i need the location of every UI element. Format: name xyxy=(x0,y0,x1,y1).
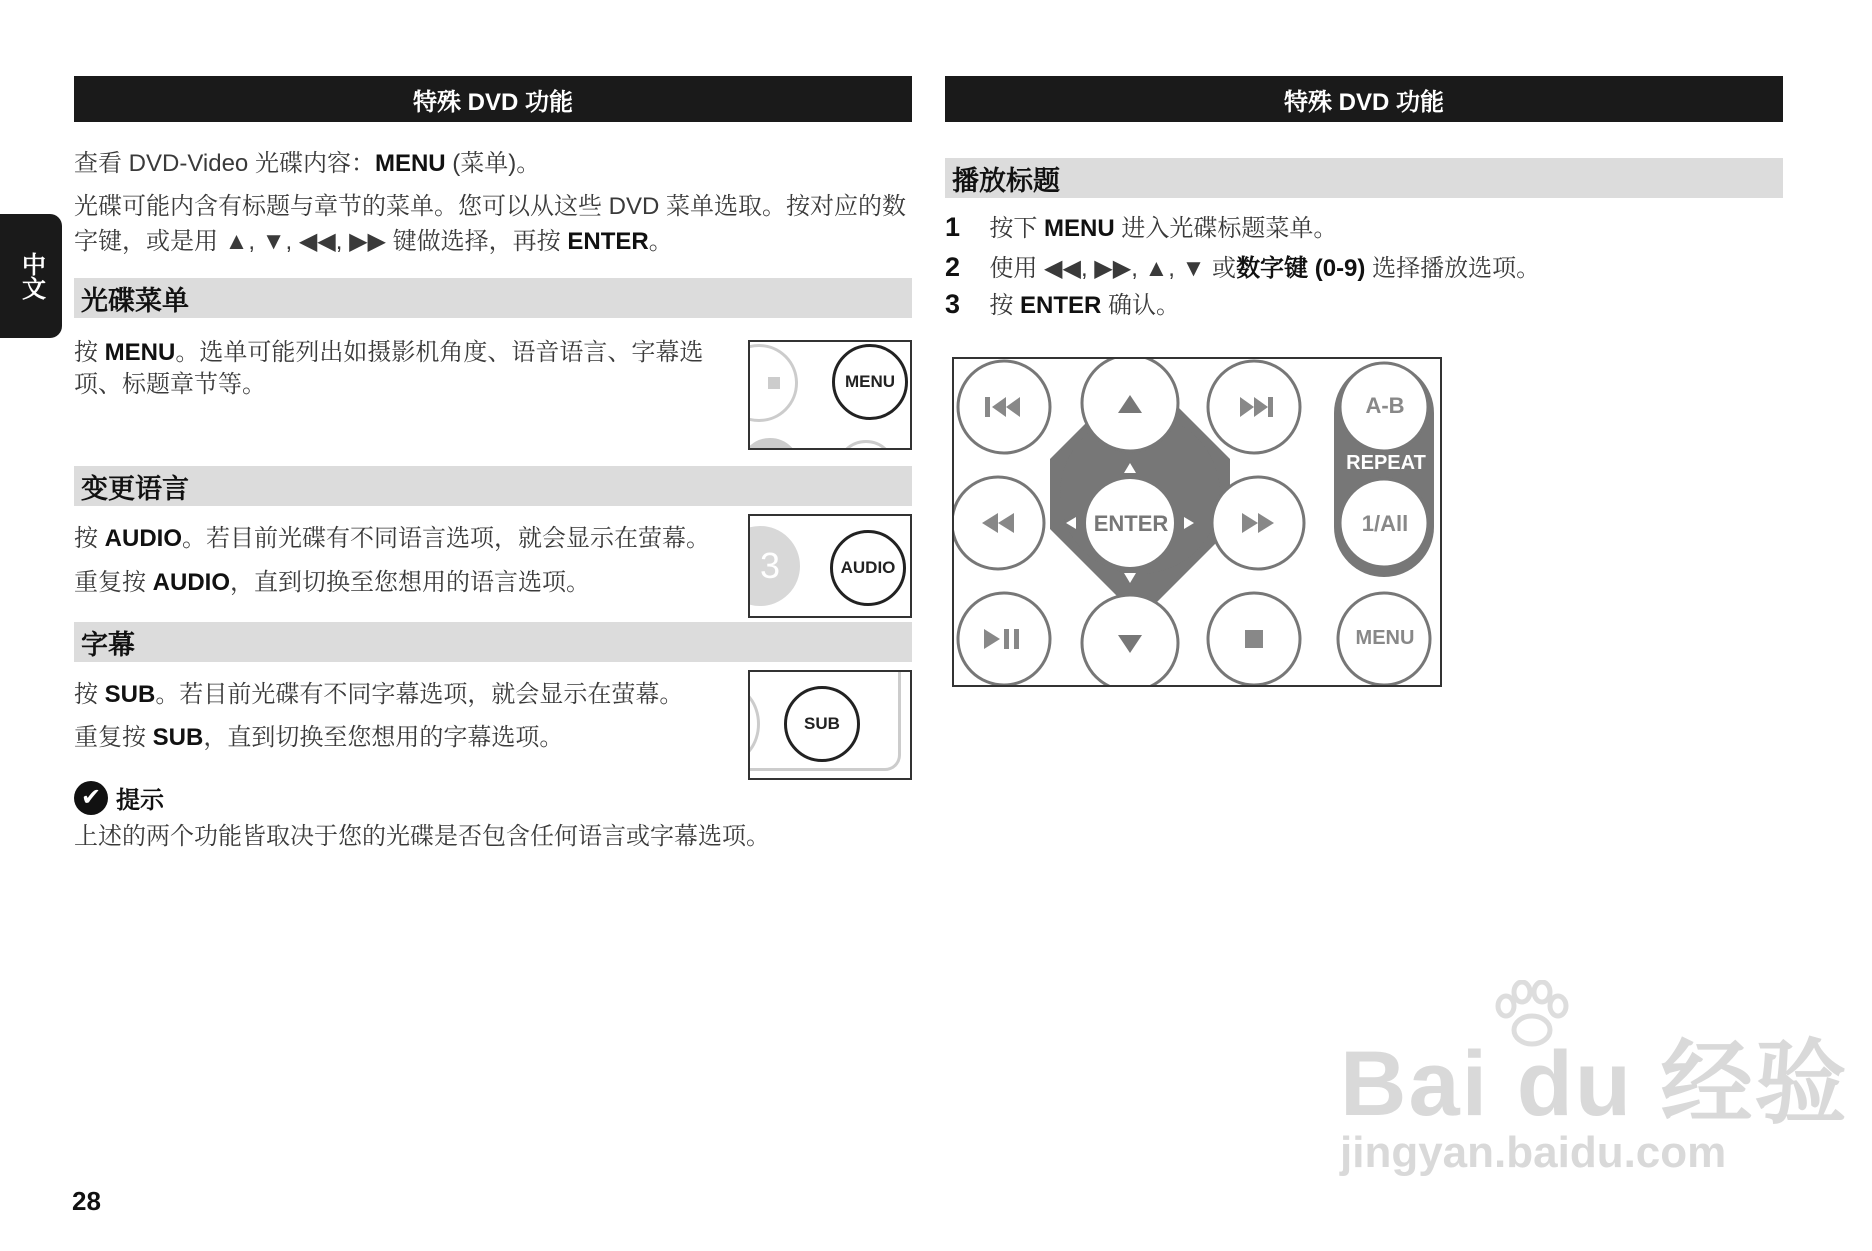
number-button-partial xyxy=(748,526,800,606)
subtitle-line-2 xyxy=(74,721,563,755)
partial-round-button xyxy=(748,438,800,450)
subtitle-line-1-text: 按 xyxy=(74,681,105,708)
checkmark-icon: ✔ xyxy=(74,781,108,815)
stop-icon xyxy=(768,377,780,389)
intro-enter-key: ENTER xyxy=(567,228,649,255)
language-audio-key-2: AUDIO xyxy=(152,569,231,596)
subtitle-line-2-text: 重复按 xyxy=(74,724,153,751)
remote-menu-button-label: MENU xyxy=(1355,627,1415,649)
intro-line-1-suffix: (菜单)。 xyxy=(445,150,541,177)
subtitle-line-2-suffix: ，直到切换至您想用的字幕选项。 xyxy=(203,724,564,751)
intro-line-3-text: 字键，或是用 ▲, ▼, ◀◀, ▶▶ 键做选择，再按 xyxy=(74,228,568,255)
remote-control-illustration xyxy=(952,357,1442,687)
change-language-heading-text: 变更语言 xyxy=(81,473,189,504)
language-side-tab xyxy=(0,214,62,338)
disc-menu-line-1-suffix: 。选单可能列出如摄影机角度、语音语言、字幕选 xyxy=(175,339,704,366)
left-header-text: 特殊 DVD 功能 xyxy=(412,88,573,116)
language-line-1-suffix: 。若目前光碟有不同语言选项，就会显示在萤幕。 xyxy=(182,525,711,552)
sub-button-illustration xyxy=(748,670,912,780)
disc-menu-line-1-text: 按 xyxy=(74,339,105,366)
intro-line-2: 光碟可能内含有标题与章节的菜单。您可以从这些 DVD 菜单选取。按对应的数 xyxy=(74,193,907,220)
audio-button-graphic-label: AUDIO xyxy=(840,558,896,577)
paw-logo-icon xyxy=(1492,980,1572,1050)
intro-line-1-text: 查看 DVD-Video 光碟内容： xyxy=(74,150,375,177)
intro-line-1 xyxy=(74,147,540,181)
language-line-2-text: 重复按 xyxy=(74,569,153,596)
play-title-heading-text: 播放标题 xyxy=(952,165,1060,196)
step-2 xyxy=(945,250,1540,286)
enter-button-label: ENTER xyxy=(1093,511,1169,536)
disc-menu-heading-text: 光碟菜单 xyxy=(81,285,189,316)
number-button-label: 3 xyxy=(759,545,781,586)
menu-button-graphic xyxy=(832,344,908,420)
intro-line-3-suffix: 。 xyxy=(648,228,673,255)
step-3-text: 按 xyxy=(989,292,1021,319)
subtitle-sub-key-2: SUB xyxy=(152,724,204,751)
tip-text: 上述的两个功能皆取决于您的光碟是否包含任何语言或字幕选项。 xyxy=(74,823,770,850)
disc-menu-line-1 xyxy=(74,336,703,370)
baidu-watermark-url: jingyan.baidu.com xyxy=(1340,1128,1727,1177)
step-3-suffix: 确认。 xyxy=(1101,292,1181,319)
audio-button-graphic xyxy=(830,530,906,606)
step-1-suffix: 进入光碟标题菜单。 xyxy=(1114,215,1338,242)
step-1 xyxy=(945,210,1337,246)
tip-heading xyxy=(74,780,164,815)
step-2-number: 2 xyxy=(945,252,961,282)
sub-button-graphic-label: SUB xyxy=(804,714,840,733)
change-language-heading xyxy=(74,466,912,506)
disc-menu-heading xyxy=(74,278,912,318)
menu-button-graphic-label: MENU xyxy=(844,372,896,391)
menu-button-illustration xyxy=(748,340,912,450)
language-line-1 xyxy=(74,522,710,556)
right-section-header xyxy=(945,76,1783,122)
language-line-1-text: 按 xyxy=(74,525,105,552)
disc-menu-line-2: 项、标题章节等。 xyxy=(74,371,266,398)
subtitle-heading xyxy=(74,622,912,662)
one-all-button-label: 1/All xyxy=(1361,511,1409,536)
language-audio-key: AUDIO xyxy=(104,525,183,552)
intro-line-3 xyxy=(74,225,673,259)
step-2-text: 使用 ◀◀, ▶▶, ▲, ▼ 或 xyxy=(989,255,1237,282)
ab-button-label: A-B xyxy=(1365,393,1405,418)
subtitle-line-1-suffix: 。若目前光碟有不同字幕选项，就会显示在萤幕。 xyxy=(155,681,684,708)
language-line-2-suffix: ，直到切换至您想用的语言选项。 xyxy=(230,569,591,596)
stop-button-partial xyxy=(748,344,798,422)
play-title-heading xyxy=(945,158,1783,198)
tip-title: 提示 xyxy=(116,787,164,814)
sub-button-graphic xyxy=(784,686,860,762)
subtitle-sub-key: SUB xyxy=(104,681,156,708)
partial-round-button-2 xyxy=(836,440,896,450)
disc-menu-key: MENU xyxy=(104,339,176,366)
audio-button-illustration xyxy=(748,514,912,618)
baidu-watermark-brand: Bai du 经验 xyxy=(1340,1033,1849,1135)
language-line-2 xyxy=(74,566,590,600)
step-1-key: MENU xyxy=(1044,215,1115,242)
intro-menu-key: MENU xyxy=(374,150,446,177)
language-tab-label: 中文 xyxy=(17,252,45,300)
right-header-text: 特殊 DVD 功能 xyxy=(1283,88,1444,116)
subtitle-heading-text: 字幕 xyxy=(81,629,135,660)
step-2-suffix: 选择播放选项。 xyxy=(1365,255,1541,282)
step-1-number: 1 xyxy=(945,212,961,242)
left-section-header xyxy=(74,76,912,122)
step-2-key: 数字键 (0-9) xyxy=(1236,255,1366,282)
step-1-text: 按下 xyxy=(989,215,1045,242)
step-3-key: ENTER xyxy=(1020,292,1102,319)
repeat-label: REPEAT xyxy=(1346,452,1426,474)
page-number: 28 xyxy=(72,1186,101,1216)
step-3 xyxy=(945,287,1180,323)
subtitle-line-1 xyxy=(74,678,683,712)
step-3-number: 3 xyxy=(945,289,961,319)
